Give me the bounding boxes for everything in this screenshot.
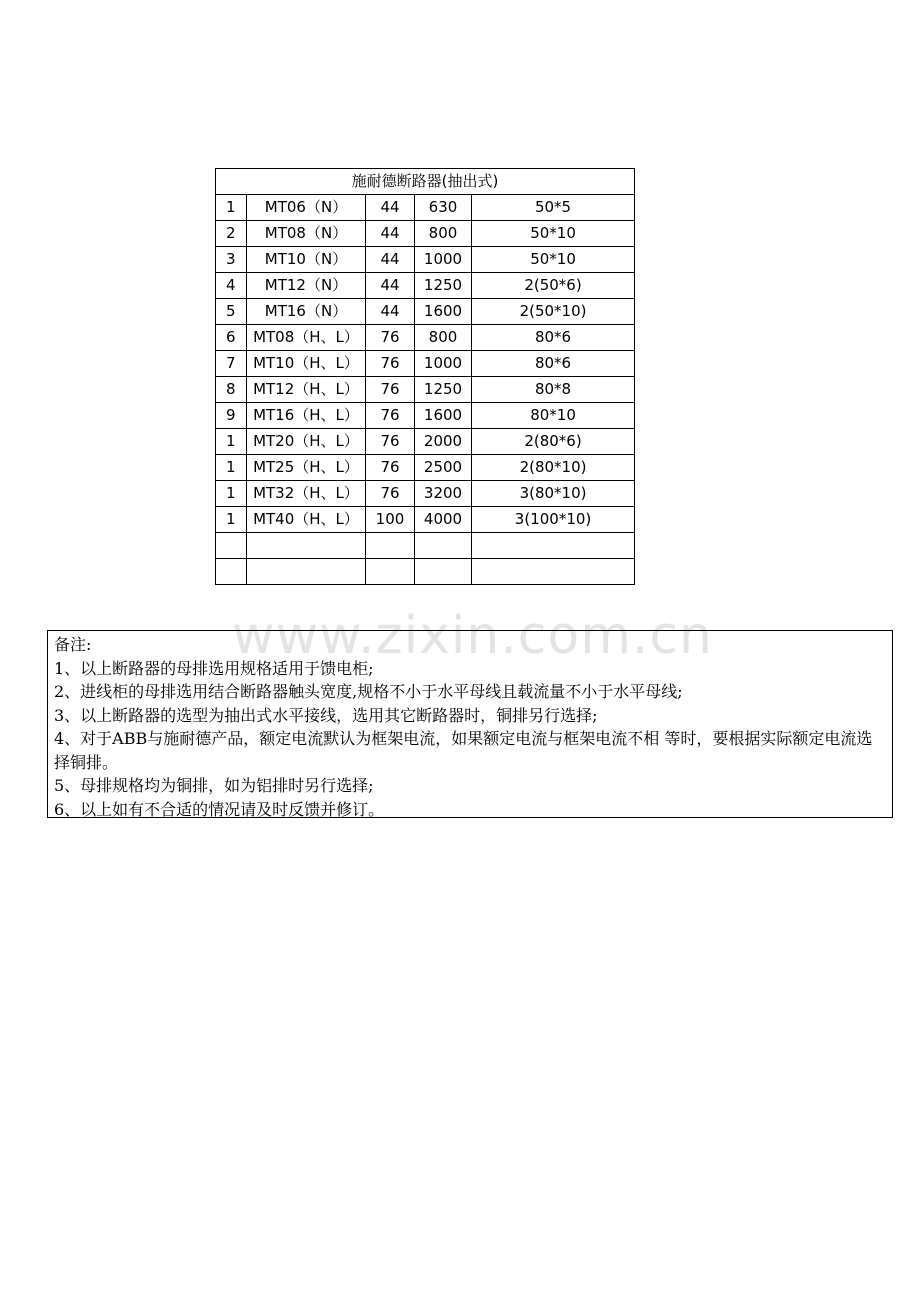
current-cell: 4000: [415, 507, 472, 533]
width-cell: [366, 533, 415, 559]
current-cell: 1250: [415, 377, 472, 403]
table-row: [216, 221, 635, 247]
busbar-spec-cell: 2(50*10): [472, 299, 635, 325]
row-number-cell: 8: [216, 377, 247, 403]
busbar-spec-cell: 3(100*10): [472, 507, 635, 533]
table-row: [216, 351, 635, 377]
width-cell: 76: [366, 481, 415, 507]
busbar-spec-cell: 3(80*10): [472, 481, 635, 507]
busbar-spec-cell: 80*6: [472, 351, 635, 377]
table-row: [216, 403, 635, 429]
model-cell: MT10（H、L）: [247, 351, 366, 377]
busbar-spec-cell: 80*6: [472, 325, 635, 351]
table-row: [216, 533, 635, 559]
row-number-cell: 1: [216, 195, 247, 221]
model-cell: MT16（H、L）: [247, 403, 366, 429]
current-cell: 800: [415, 221, 472, 247]
note-item: 4、对于ABB与施耐德产品，额定电流默认为框架电流，如果额定电流与框架电流不相 等时，要根据实际额定电流选择铜排。: [54, 729, 873, 772]
note-item: 3、以上断路器的选型为抽出式水平接线，选用其它断路器时，铜排另行选择;: [54, 705, 598, 725]
note-item: 2、进线柜的母排选用结合断路器触头宽度,规格不小于水平母线且载流量不小于水平母线;: [54, 682, 683, 701]
current-cell: [415, 559, 472, 585]
row-number-cell: [216, 559, 247, 585]
current-cell: [415, 533, 472, 559]
row-number-cell: 1: [216, 455, 247, 481]
busbar-spec-cell: 2(80*6): [472, 429, 635, 455]
model-cell: MT20（H、L）: [247, 429, 366, 455]
width-cell: [366, 559, 415, 585]
row-number-cell: 9: [216, 403, 247, 429]
model-cell: MT10（N）: [247, 247, 366, 273]
width-cell: 44: [366, 299, 415, 325]
model-cell: MT06（N）: [247, 195, 366, 221]
row-number-cell: 1: [216, 429, 247, 455]
model-cell: MT32（H、L）: [247, 481, 366, 507]
table-row: [216, 429, 635, 455]
row-number-cell: 1: [216, 507, 247, 533]
current-cell: 2500: [415, 455, 472, 481]
row-number-cell: 2: [216, 221, 247, 247]
width-cell: 76: [366, 377, 415, 403]
width-cell: 76: [366, 351, 415, 377]
table-row: [216, 455, 635, 481]
model-cell: MT25（H、L）: [247, 455, 366, 481]
width-cell: 44: [366, 247, 415, 273]
note-item: 5、母排规格均为铜排，如为铝排时另行选择;: [54, 776, 374, 795]
table-row: [216, 299, 635, 325]
busbar-spec-cell: [472, 533, 635, 559]
model-cell: MT12（N）: [247, 273, 366, 299]
model-cell: MT16（N）: [247, 299, 366, 325]
row-number-cell: 7: [216, 351, 247, 377]
row-number-cell: [216, 533, 247, 559]
current-cell: 1600: [415, 403, 472, 429]
busbar-spec-cell: 80*8: [472, 377, 635, 403]
notes-heading: 备注:: [54, 635, 92, 654]
width-cell: 44: [366, 221, 415, 247]
table-row: [216, 195, 635, 221]
current-cell: 2000: [415, 429, 472, 455]
current-cell: 1250: [415, 273, 472, 299]
current-cell: 3200: [415, 481, 472, 507]
busbar-spec-cell: 50*5: [472, 195, 635, 221]
table-title-row: [216, 169, 635, 195]
model-cell: [247, 559, 366, 585]
current-cell: 1000: [415, 351, 472, 377]
busbar-spec-cell: 2(50*6): [472, 273, 635, 299]
busbar-spec-cell: 50*10: [472, 247, 635, 273]
model-cell: MT08（H、L）: [247, 325, 366, 351]
row-number-cell: 5: [216, 299, 247, 325]
note-item: 1、以上断路器的母排选用规格适用于馈电柜;: [54, 658, 374, 678]
row-number-cell: 1: [216, 481, 247, 507]
table-row: [216, 377, 635, 403]
busbar-spec-cell: 2(80*10): [472, 455, 635, 481]
table-row: [216, 507, 635, 533]
model-cell: [247, 533, 366, 559]
busbar-spec-cell: [472, 559, 635, 585]
row-number-cell: 6: [216, 325, 247, 351]
current-cell: 630: [415, 195, 472, 221]
notes-box: [47, 630, 893, 818]
table-row: [216, 481, 635, 507]
row-number-cell: 3: [216, 247, 247, 273]
table-row: [216, 325, 635, 351]
width-cell: 76: [366, 455, 415, 481]
width-cell: 44: [366, 195, 415, 221]
model-cell: MT12（H、L）: [247, 377, 366, 403]
watermark: www.zixin.com.cn: [232, 606, 713, 666]
table-row: [216, 273, 635, 299]
width-cell: 76: [366, 429, 415, 455]
model-cell: MT40（H、L）: [247, 507, 366, 533]
width-cell: 76: [366, 325, 415, 351]
busbar-spec-cell: 50*10: [472, 221, 635, 247]
row-number-cell: 4: [216, 273, 247, 299]
busbar-spec-cell: 80*10: [472, 403, 635, 429]
table-row: [216, 247, 635, 273]
width-cell: 44: [366, 273, 415, 299]
current-cell: 1600: [415, 299, 472, 325]
current-cell: 800: [415, 325, 472, 351]
width-cell: 100: [366, 507, 415, 533]
table-row: [216, 559, 635, 585]
current-cell: 1000: [415, 247, 472, 273]
width-cell: 76: [366, 403, 415, 429]
table-title: 施耐德断路器(抽出式): [216, 169, 635, 195]
note-item: 6、以上如有不合适的情况请及时反馈并修订。: [54, 799, 385, 819]
model-cell: MT08（N）: [247, 221, 366, 247]
breaker-table: [215, 168, 635, 585]
